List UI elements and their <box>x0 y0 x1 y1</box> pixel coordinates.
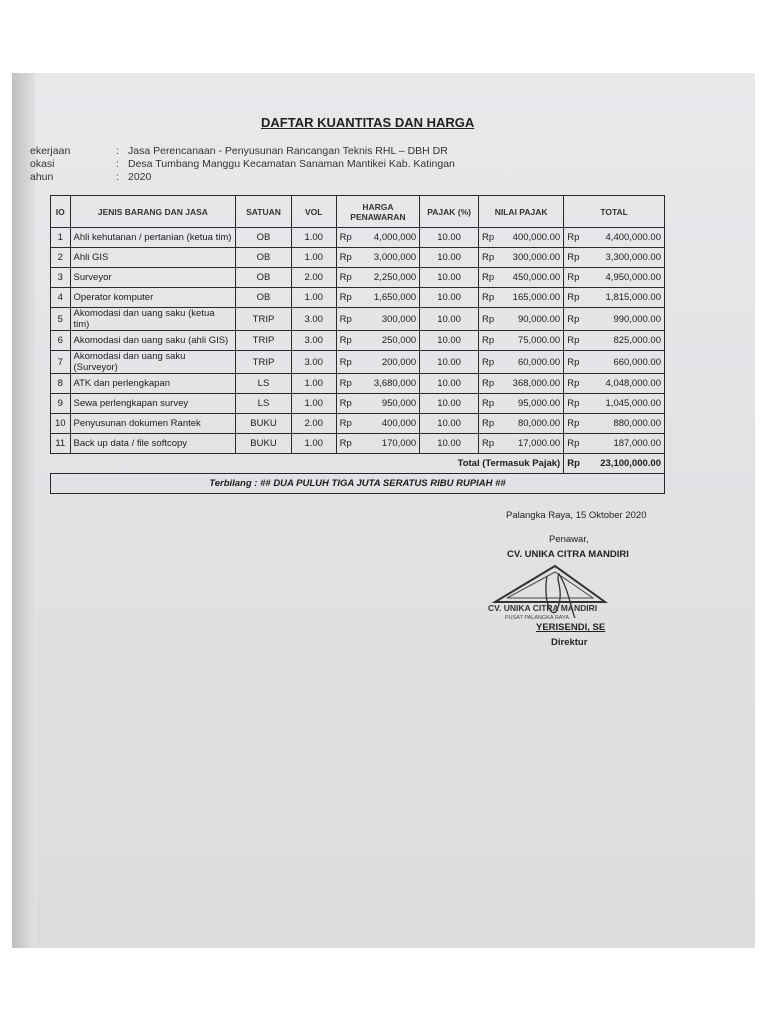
currency: Rp <box>339 313 352 325</box>
signer-title: Direktur <box>551 637 588 648</box>
row-no: 5 <box>51 308 71 331</box>
row-total <box>564 228 665 248</box>
currency: Rp <box>482 313 495 325</box>
price-value: 1,650,000 <box>373 292 417 303</box>
item-name: Ahli GIS <box>70 248 236 268</box>
table-row <box>51 394 665 414</box>
row-total-value: 4,048,000.00 <box>605 378 661 389</box>
table-row <box>51 248 665 268</box>
meta-line <box>30 158 455 170</box>
tax-value <box>479 434 564 454</box>
total-label: Total (Termasuk Pajak) <box>51 454 564 474</box>
currency: Rp <box>567 356 580 368</box>
currency: Rp <box>482 335 495 346</box>
currency: Rp <box>339 272 352 283</box>
price-value: 200,000 <box>381 356 417 368</box>
tax-percent: 10.00 <box>420 434 479 454</box>
unit: LS <box>236 374 291 394</box>
item-name: Surveyor <box>70 268 236 288</box>
tax-value-value: 300,000.00 <box>512 252 561 263</box>
tax-value-value: 17,000.00 <box>517 438 561 449</box>
grand-total-value: 23,100,000.00 <box>600 458 661 469</box>
tax-value <box>479 268 564 288</box>
row-total-value: 880,000.00 <box>613 418 661 429</box>
tax-value-value: 165,000.00 <box>512 292 561 303</box>
row-total <box>564 331 665 351</box>
meta-line <box>30 145 448 157</box>
price-table <box>50 195 665 494</box>
row-total <box>564 308 665 331</box>
tax-percent: 10.00 <box>420 394 479 414</box>
volume: 1.00 <box>291 394 336 414</box>
row-total <box>564 248 665 268</box>
currency: Rp <box>482 418 495 429</box>
unit: OB <box>236 228 291 248</box>
currency: Rp <box>339 378 352 389</box>
price <box>336 248 419 268</box>
row-total <box>564 351 665 374</box>
place-date: Palangka Raya, 15 Oktober 2020 <box>506 510 647 521</box>
document-title: DAFTAR KUANTITAS DAN HARGA <box>261 115 475 130</box>
price-value: 950,000 <box>381 398 417 409</box>
tax-value-value: 60,000.00 <box>517 356 561 368</box>
terbilang: Terbilang : ## DUA PULUH TIGA JUTA SERATUS RIBU RUPIAH ## <box>51 474 665 494</box>
currency: Rp <box>482 398 495 409</box>
item-name: Operator komputer <box>70 288 236 308</box>
meta-colon: : <box>116 145 119 157</box>
price <box>336 351 419 374</box>
currency: Rp <box>567 458 580 469</box>
currency: Rp <box>567 418 580 429</box>
tax-value-value: 450,000.00 <box>512 272 561 283</box>
tax-percent: 10.00 <box>420 228 479 248</box>
tax-value <box>479 308 564 331</box>
company-stamp <box>485 560 625 630</box>
meta-key: ahun <box>30 171 54 183</box>
unit: OB <box>236 248 291 268</box>
row-total-value: 3,300,000.00 <box>605 252 661 263</box>
table-row <box>51 434 665 454</box>
unit: TRIP <box>236 308 291 331</box>
price-value: 400,000 <box>381 418 417 429</box>
signer-name: YERISENDI, SE <box>536 622 606 633</box>
row-total-value: 825,000.00 <box>613 335 661 346</box>
price-value: 4,000,000 <box>373 232 417 243</box>
meta-colon: : <box>116 158 119 170</box>
row-no: 6 <box>51 331 71 351</box>
tax-value <box>479 374 564 394</box>
tax-percent: 10.00 <box>420 288 479 308</box>
tax-percent: 10.00 <box>420 374 479 394</box>
signer-role: Penawar, <box>549 534 589 545</box>
item-name: Ahli kehutanan / pertanian (ketua tim) <box>70 228 236 248</box>
price <box>336 228 419 248</box>
meta-key: ekerjaan <box>30 145 71 157</box>
column-header: NILAI PAJAK <box>479 196 564 228</box>
row-no: 10 <box>51 414 71 434</box>
tax-value-value: 90,000.00 <box>517 313 561 325</box>
table-row <box>51 308 665 331</box>
item-name: Akomodasi dan uang saku (Surveyor) <box>70 351 236 374</box>
currency: Rp <box>567 272 580 283</box>
stamp-text: CV. UNIKA CITRA MANDIRI <box>488 603 598 613</box>
row-total <box>564 268 665 288</box>
price <box>336 434 419 454</box>
column-header: TOTAL <box>564 196 665 228</box>
row-total-value: 187,000.00 <box>613 438 661 449</box>
tax-value <box>479 414 564 434</box>
currency: Rp <box>567 252 580 263</box>
total-row <box>51 454 665 474</box>
currency: Rp <box>567 438 580 449</box>
tax-value-value: 400,000.00 <box>512 232 561 243</box>
row-total-value: 4,950,000.00 <box>605 272 661 283</box>
column-header: IO <box>51 196 71 228</box>
column-header: HARGA PENAWARAN <box>336 196 419 228</box>
volume: 1.00 <box>291 288 336 308</box>
tax-value <box>479 331 564 351</box>
table-row <box>51 331 665 351</box>
item-name: Sewa perlengkapan survey <box>70 394 236 414</box>
currency: Rp <box>339 438 352 449</box>
currency: Rp <box>482 272 495 283</box>
price <box>336 374 419 394</box>
row-total <box>564 394 665 414</box>
price-value: 2,250,000 <box>373 272 417 283</box>
column-header: JENIS BARANG DAN JASA <box>70 196 236 228</box>
row-no: 3 <box>51 268 71 288</box>
table-row <box>51 414 665 434</box>
currency: Rp <box>567 398 580 409</box>
tax-value-value: 75,000.00 <box>517 335 561 346</box>
unit: OB <box>236 268 291 288</box>
currency: Rp <box>339 232 352 243</box>
volume: 1.00 <box>291 374 336 394</box>
row-total <box>564 414 665 434</box>
price <box>336 288 419 308</box>
price <box>336 268 419 288</box>
column-header: VOL <box>291 196 336 228</box>
column-header: SATUAN <box>236 196 291 228</box>
item-name: Akomodasi dan uang saku (ahli GIS) <box>70 331 236 351</box>
currency: Rp <box>339 356 352 368</box>
row-no: 1 <box>51 228 71 248</box>
meta-key: okasi <box>30 158 55 170</box>
row-no: 9 <box>51 394 71 414</box>
tax-percent: 10.00 <box>420 351 479 374</box>
terbilang-row <box>51 474 665 494</box>
price-value: 300,000 <box>381 313 417 325</box>
item-name: Akomodasi dan uang saku (ketua tim) <box>70 308 236 331</box>
unit: BUKU <box>236 434 291 454</box>
tax-value <box>479 351 564 374</box>
tax-value <box>479 228 564 248</box>
currency: Rp <box>567 292 580 303</box>
currency: Rp <box>339 335 352 346</box>
table-header <box>51 196 665 228</box>
tax-value-value: 95,000.00 <box>517 398 561 409</box>
row-no: 4 <box>51 288 71 308</box>
currency: Rp <box>567 335 580 346</box>
tax-percent: 10.00 <box>420 331 479 351</box>
currency: Rp <box>339 252 352 263</box>
paper-shadow <box>12 73 36 948</box>
unit: LS <box>236 394 291 414</box>
meta-line <box>30 171 151 183</box>
price-value: 170,000 <box>381 438 417 449</box>
table-row <box>51 268 665 288</box>
row-total-value: 1,815,000.00 <box>605 292 661 303</box>
row-no: 2 <box>51 248 71 268</box>
row-total-value: 990,000.00 <box>613 313 661 325</box>
table-row <box>51 351 665 374</box>
table-row <box>51 228 665 248</box>
row-no: 11 <box>51 434 71 454</box>
price-value: 3,680,000 <box>373 378 417 389</box>
volume: 2.00 <box>291 268 336 288</box>
currency: Rp <box>567 378 580 389</box>
meta-value: Desa Tumbang Manggu Kecamatan Sanaman Mantikei Kab. Katingan <box>128 158 455 170</box>
unit: TRIP <box>236 351 291 374</box>
meta-value: 2020 <box>128 171 152 183</box>
price <box>336 308 419 331</box>
meta-value: Jasa Perencanaan - Penyusunan Rancangan Teknis RHL – DBH DR <box>128 145 448 157</box>
tax-percent: 10.00 <box>420 414 479 434</box>
tax-value-value: 80,000.00 <box>517 418 561 429</box>
item-name: Back up data / file softcopy <box>70 434 236 454</box>
row-total <box>564 434 665 454</box>
currency: Rp <box>339 292 352 303</box>
tax-value <box>479 288 564 308</box>
tax-value <box>479 394 564 414</box>
price <box>336 414 419 434</box>
row-no: 7 <box>51 351 71 374</box>
grand-total <box>564 454 665 474</box>
tax-percent: 10.00 <box>420 268 479 288</box>
tax-value-value: 368,000.00 <box>512 378 561 389</box>
currency: Rp <box>482 252 495 263</box>
tax-value <box>479 248 564 268</box>
unit: TRIP <box>236 331 291 351</box>
currency: Rp <box>482 292 495 303</box>
currency: Rp <box>567 313 580 325</box>
volume: 3.00 <box>291 308 336 331</box>
table-row <box>51 374 665 394</box>
volume: 1.00 <box>291 248 336 268</box>
volume: 3.00 <box>291 351 336 374</box>
volume: 3.00 <box>291 331 336 351</box>
currency: Rp <box>482 438 495 449</box>
price <box>336 394 419 414</box>
row-total <box>564 288 665 308</box>
volume: 2.00 <box>291 414 336 434</box>
row-no: 8 <box>51 374 71 394</box>
tax-percent: 10.00 <box>420 248 479 268</box>
price-value: 3,000,000 <box>373 252 417 263</box>
row-total-value: 1,045,000.00 <box>605 398 661 409</box>
unit: BUKU <box>236 414 291 434</box>
volume: 1.00 <box>291 434 336 454</box>
table-row <box>51 288 665 308</box>
price <box>336 331 419 351</box>
currency: Rp <box>567 232 580 243</box>
row-total-value: 660,000.00 <box>613 356 661 368</box>
item-name: Penyusunan dokumen Rantek <box>70 414 236 434</box>
price-value: 250,000 <box>381 335 417 346</box>
currency: Rp <box>339 418 352 429</box>
currency: Rp <box>482 378 495 389</box>
currency: Rp <box>339 398 352 409</box>
currency: Rp <box>482 232 495 243</box>
item-name: ATK dan perlengkapan <box>70 374 236 394</box>
row-total <box>564 374 665 394</box>
volume: 1.00 <box>291 228 336 248</box>
stamp-subtext: PUSAT PALANGKA RAYA <box>505 615 569 621</box>
unit: OB <box>236 288 291 308</box>
column-header: PAJAK (%) <box>420 196 479 228</box>
meta-colon: : <box>116 171 119 183</box>
tax-percent: 10.00 <box>420 308 479 331</box>
row-total-value: 4,400,000.00 <box>605 232 661 243</box>
currency: Rp <box>482 356 495 368</box>
company-name: CV. UNIKA CITRA MANDIRI <box>507 549 629 560</box>
